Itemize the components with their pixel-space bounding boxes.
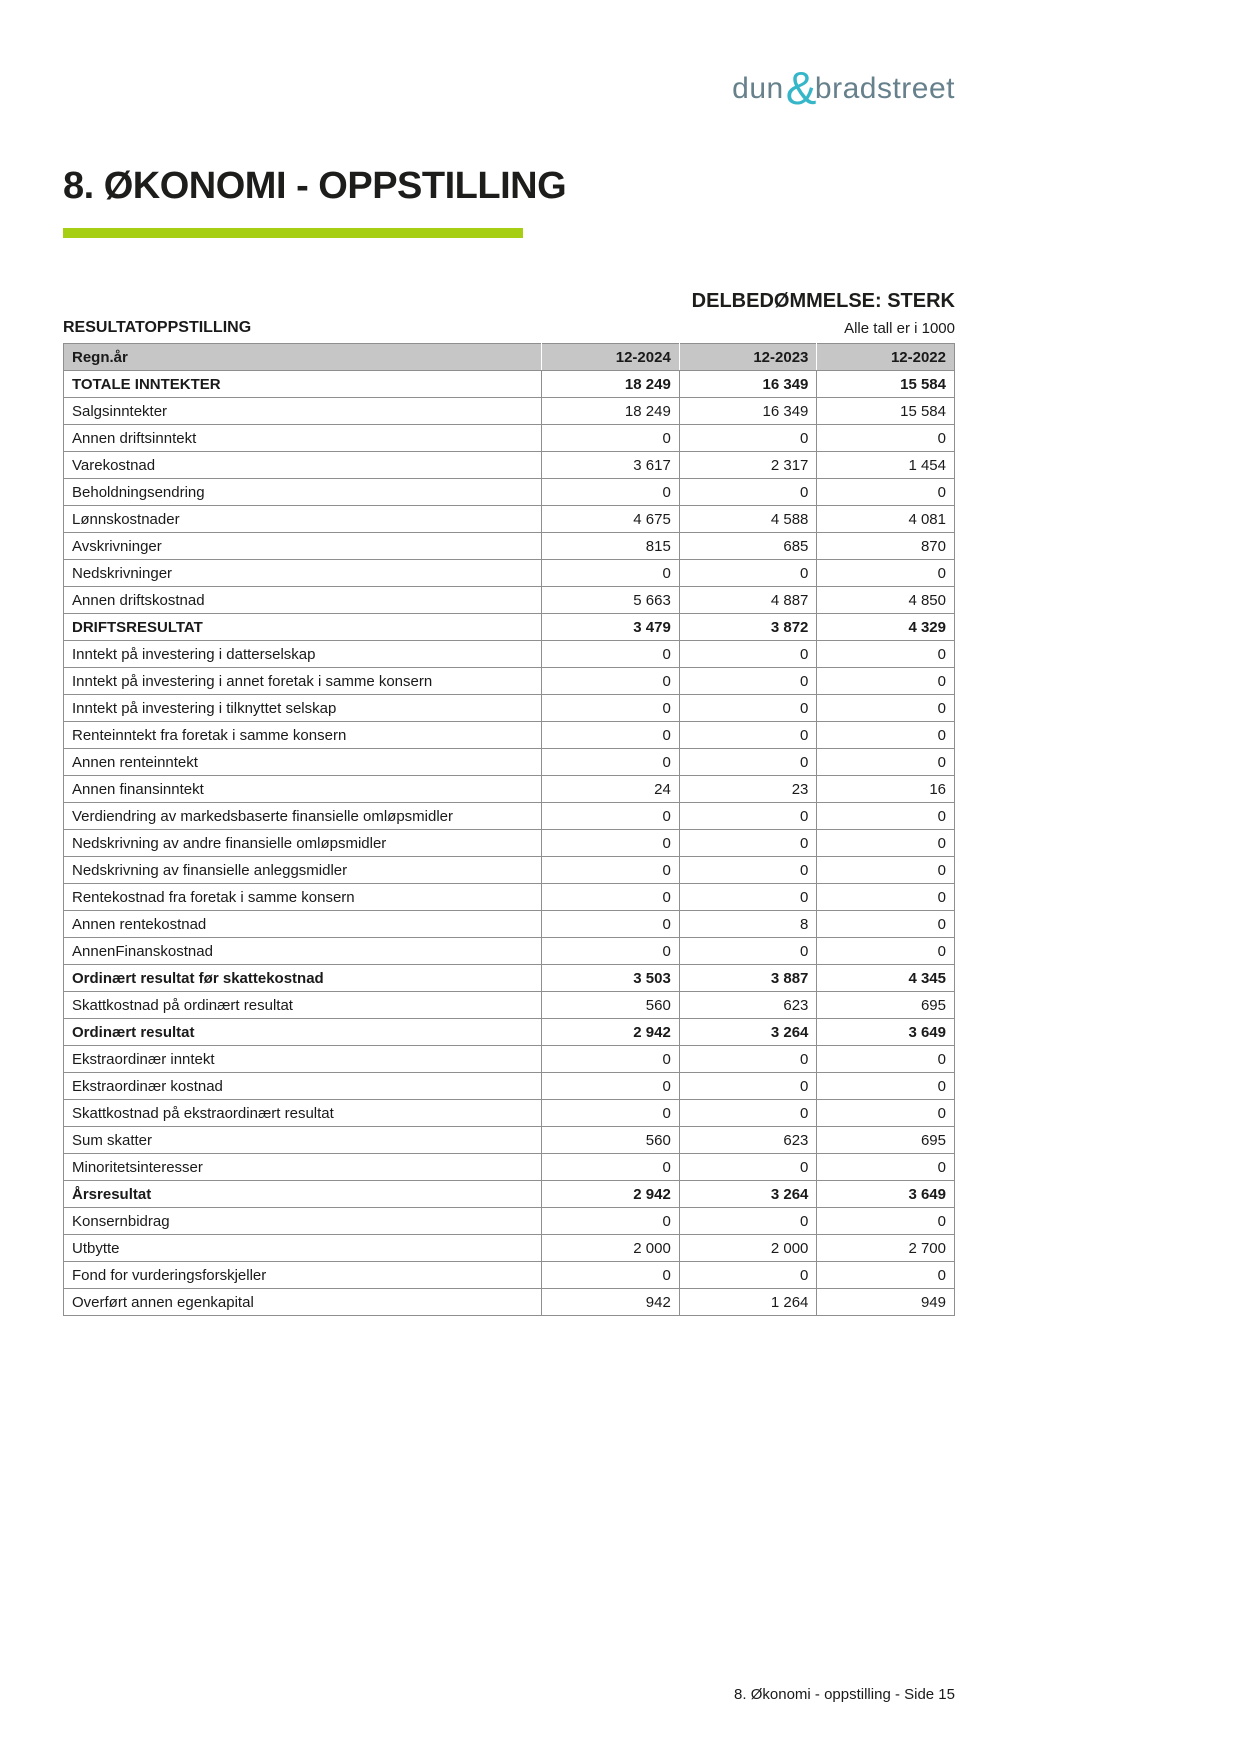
table-row: [64, 668, 955, 695]
row-value: 0: [542, 803, 680, 830]
row-value: 0: [679, 560, 817, 587]
table-row: [64, 506, 955, 533]
table-row: [64, 398, 955, 425]
row-value: 623: [679, 992, 817, 1019]
row-label: Lønnskostnader: [64, 506, 542, 533]
row-label: Ordinært resultat før skattekostnad: [64, 965, 542, 992]
logo-ampersand-icon: &: [785, 62, 817, 114]
row-value: 0: [679, 695, 817, 722]
row-value: 0: [817, 668, 955, 695]
row-value: 560: [542, 992, 680, 1019]
row-value: 0: [679, 479, 817, 506]
row-value: 0: [817, 1154, 955, 1181]
row-value: 0: [542, 1154, 680, 1181]
title-accent-bar: [63, 228, 523, 238]
dun-and-bradstreet-logo: [732, 62, 955, 114]
row-value: 0: [542, 695, 680, 722]
row-value: 0: [542, 911, 680, 938]
row-label: Ordinært resultat: [64, 1019, 542, 1046]
row-value: 4 675: [542, 506, 680, 533]
header-cell-label: Regn.år: [64, 344, 542, 371]
row-label: Avskrivninger: [64, 533, 542, 560]
row-value: 0: [542, 425, 680, 452]
row-label: DRIFTSRESULTAT: [64, 614, 542, 641]
row-value: 0: [679, 938, 817, 965]
row-value: 0: [817, 1262, 955, 1289]
row-value: 23: [679, 776, 817, 803]
logo-row: [63, 62, 955, 114]
row-label: Inntekt på investering i annet foretak i samme konsern: [64, 668, 542, 695]
table-row: [64, 992, 955, 1019]
logo-word-dun: dun: [732, 72, 784, 105]
table-row: [64, 911, 955, 938]
row-value: 3 872: [679, 614, 817, 641]
row-value: 0: [542, 1073, 680, 1100]
table-row: [64, 965, 955, 992]
table-row: [64, 1073, 955, 1100]
header-row: [64, 344, 955, 371]
row-value: 0: [817, 884, 955, 911]
page-title: 8. ØKONOMI - OPPSTILLING: [63, 165, 567, 207]
row-value: 5 663: [542, 587, 680, 614]
table-heading: RESULTATOPPSTILLING: [63, 319, 252, 336]
row-label: TOTALE INNTEKTER: [64, 371, 542, 398]
row-value: 1 454: [817, 452, 955, 479]
row-value: 0: [679, 425, 817, 452]
row-value: 0: [817, 857, 955, 884]
row-value: 3 649: [817, 1181, 955, 1208]
row-value: 0: [542, 479, 680, 506]
row-label: Fond for vurderingsforskjeller: [64, 1262, 542, 1289]
row-value: 0: [542, 749, 680, 776]
table-row: [64, 1127, 955, 1154]
row-value: 3 479: [542, 614, 680, 641]
row-value: 4 850: [817, 587, 955, 614]
row-label: Konsernbidrag: [64, 1208, 542, 1235]
row-value: 3 617: [542, 452, 680, 479]
row-value: 1 264: [679, 1289, 817, 1316]
row-label: Nedskrivning av andre finansielle omløpsmidler: [64, 830, 542, 857]
row-label: Salgsinntekter: [64, 398, 542, 425]
table-head-line: [63, 319, 955, 337]
row-value: 18 249: [542, 371, 680, 398]
row-label: Annen finansinntekt: [64, 776, 542, 803]
row-label: Inntekt på investering i datterselskap: [64, 641, 542, 668]
row-value: 4 588: [679, 506, 817, 533]
row-label: Renteinntekt fra foretak i samme konsern: [64, 722, 542, 749]
table-row: [64, 560, 955, 587]
row-value: 2 317: [679, 452, 817, 479]
row-label: Utbytte: [64, 1235, 542, 1262]
row-value: 695: [817, 992, 955, 1019]
row-value: 0: [817, 1046, 955, 1073]
row-value: 949: [817, 1289, 955, 1316]
table-row: [64, 803, 955, 830]
row-value: 0: [817, 830, 955, 857]
logo-word-bradstreet: bradstreet: [814, 72, 955, 105]
row-label: Ekstraordinær kostnad: [64, 1073, 542, 1100]
row-label: Annen driftskostnad: [64, 587, 542, 614]
table-row: [64, 1046, 955, 1073]
table-row: [64, 479, 955, 506]
row-value: 16: [817, 776, 955, 803]
results-table-body: [64, 371, 955, 1316]
table-row: [64, 749, 955, 776]
row-value: 0: [679, 722, 817, 749]
row-value: 0: [679, 1046, 817, 1073]
row-value: 0: [542, 641, 680, 668]
row-value: 4 329: [817, 614, 955, 641]
row-value: 2 000: [679, 1235, 817, 1262]
row-value: 0: [679, 641, 817, 668]
row-value: 0: [817, 695, 955, 722]
row-value: 0: [679, 668, 817, 695]
table-row: [64, 452, 955, 479]
row-label: Verdiendring av markedsbaserte finansielle omløpsmidler: [64, 803, 542, 830]
row-value: 0: [542, 938, 680, 965]
row-value: 2 700: [817, 1235, 955, 1262]
table-row: [64, 1289, 955, 1316]
table-row: [64, 1235, 955, 1262]
row-label: Sum skatter: [64, 1127, 542, 1154]
row-label: Overført annen egenkapital: [64, 1289, 542, 1316]
footer-page-label: 8. Økonomi - oppstilling - Side 15: [734, 1686, 955, 1703]
row-value: 0: [542, 1100, 680, 1127]
row-value: 0: [817, 641, 955, 668]
row-value: 2 000: [542, 1235, 680, 1262]
table-row: [64, 857, 955, 884]
row-value: 815: [542, 533, 680, 560]
row-value: 0: [817, 479, 955, 506]
table-row: [64, 776, 955, 803]
row-value: 15 584: [817, 371, 955, 398]
row-value: 685: [679, 533, 817, 560]
row-value: 0: [542, 830, 680, 857]
row-value: 16 349: [679, 398, 817, 425]
table-row: [64, 425, 955, 452]
row-value: 15 584: [817, 398, 955, 425]
table-row: [64, 938, 955, 965]
header-cell-year-2024: 12-2024: [542, 344, 680, 371]
row-value: 0: [817, 1208, 955, 1235]
row-value: 8: [679, 911, 817, 938]
content-area: [63, 0, 955, 1316]
table-row: [64, 1154, 955, 1181]
row-value: 0: [542, 560, 680, 587]
row-value: 0: [817, 938, 955, 965]
row-value: 0: [542, 857, 680, 884]
row-label: Nedskrivning av finansielle anleggsmidler: [64, 857, 542, 884]
row-value: 2 942: [542, 1019, 680, 1046]
table-row: [64, 884, 955, 911]
row-label: Beholdningsendring: [64, 479, 542, 506]
row-value: 0: [817, 560, 955, 587]
row-label: Annen renteinntekt: [64, 749, 542, 776]
results-table-header: [64, 344, 955, 371]
table-row: [64, 1262, 955, 1289]
row-value: 0: [817, 425, 955, 452]
row-value: 3 887: [679, 965, 817, 992]
results-table: [63, 343, 955, 1316]
row-value: 0: [817, 1100, 955, 1127]
row-label: Årsresultat: [64, 1181, 542, 1208]
table-row: [64, 614, 955, 641]
row-value: 0: [542, 1262, 680, 1289]
row-value: 4 887: [679, 587, 817, 614]
table-row: [64, 371, 955, 398]
row-value: 3 264: [679, 1019, 817, 1046]
table-row: [64, 830, 955, 857]
row-value: 3 649: [817, 1019, 955, 1046]
header-cell-year-2023: 12-2023: [679, 344, 817, 371]
row-value: 0: [542, 1208, 680, 1235]
row-label: AnnenFinanskostnad: [64, 938, 542, 965]
row-value: 0: [679, 803, 817, 830]
header-cell-year-2022: 12-2022: [817, 344, 955, 371]
row-label: Nedskrivninger: [64, 560, 542, 587]
row-value: 870: [817, 533, 955, 560]
row-value: 24: [542, 776, 680, 803]
row-value: 0: [542, 722, 680, 749]
row-value: 0: [817, 722, 955, 749]
row-value: 0: [679, 1100, 817, 1127]
rating-heading: DELBEDØMMELSE: STERK: [691, 290, 955, 312]
table-row: [64, 1019, 955, 1046]
row-value: 0: [679, 1208, 817, 1235]
row-label: Minoritetsinteresser: [64, 1154, 542, 1181]
table-row: [64, 587, 955, 614]
row-label: Annen rentekostnad: [64, 911, 542, 938]
row-value: 18 249: [542, 398, 680, 425]
row-value: 0: [817, 911, 955, 938]
row-value: 4 081: [817, 506, 955, 533]
row-value: 2 942: [542, 1181, 680, 1208]
row-value: 0: [679, 749, 817, 776]
row-label: Varekostnad: [64, 452, 542, 479]
row-value: 0: [679, 857, 817, 884]
row-value: 0: [817, 1073, 955, 1100]
row-value: 0: [679, 884, 817, 911]
row-value: 0: [542, 668, 680, 695]
row-label: Skattkostnad på ekstraordinært resultat: [64, 1100, 542, 1127]
row-value: 0: [679, 830, 817, 857]
table-row: [64, 695, 955, 722]
row-value: 942: [542, 1289, 680, 1316]
row-value: 3 503: [542, 965, 680, 992]
row-label: Ekstraordinær inntekt: [64, 1046, 542, 1073]
row-value: 16 349: [679, 371, 817, 398]
row-label: Rentekostnad fra foretak i samme konsern: [64, 884, 542, 911]
row-value: 0: [817, 803, 955, 830]
row-label: Inntekt på investering i tilknyttet selskap: [64, 695, 542, 722]
row-value: 0: [542, 1046, 680, 1073]
row-label: Skattkostnad på ordinært resultat: [64, 992, 542, 1019]
table-row: [64, 1100, 955, 1127]
row-value: 0: [679, 1073, 817, 1100]
units-note: Alle tall er i 1000: [844, 320, 955, 337]
table-row: [64, 1208, 955, 1235]
row-value: 3 264: [679, 1181, 817, 1208]
row-value: 695: [817, 1127, 955, 1154]
table-row: [64, 533, 955, 560]
row-value: 4 345: [817, 965, 955, 992]
row-label: Annen driftsinntekt: [64, 425, 542, 452]
row-value: 0: [817, 749, 955, 776]
row-value: 0: [542, 884, 680, 911]
row-value: 623: [679, 1127, 817, 1154]
table-row: [64, 641, 955, 668]
table-row: [64, 722, 955, 749]
table-row: [64, 1181, 955, 1208]
row-value: 0: [679, 1154, 817, 1181]
row-value: 560: [542, 1127, 680, 1154]
row-value: 0: [679, 1262, 817, 1289]
